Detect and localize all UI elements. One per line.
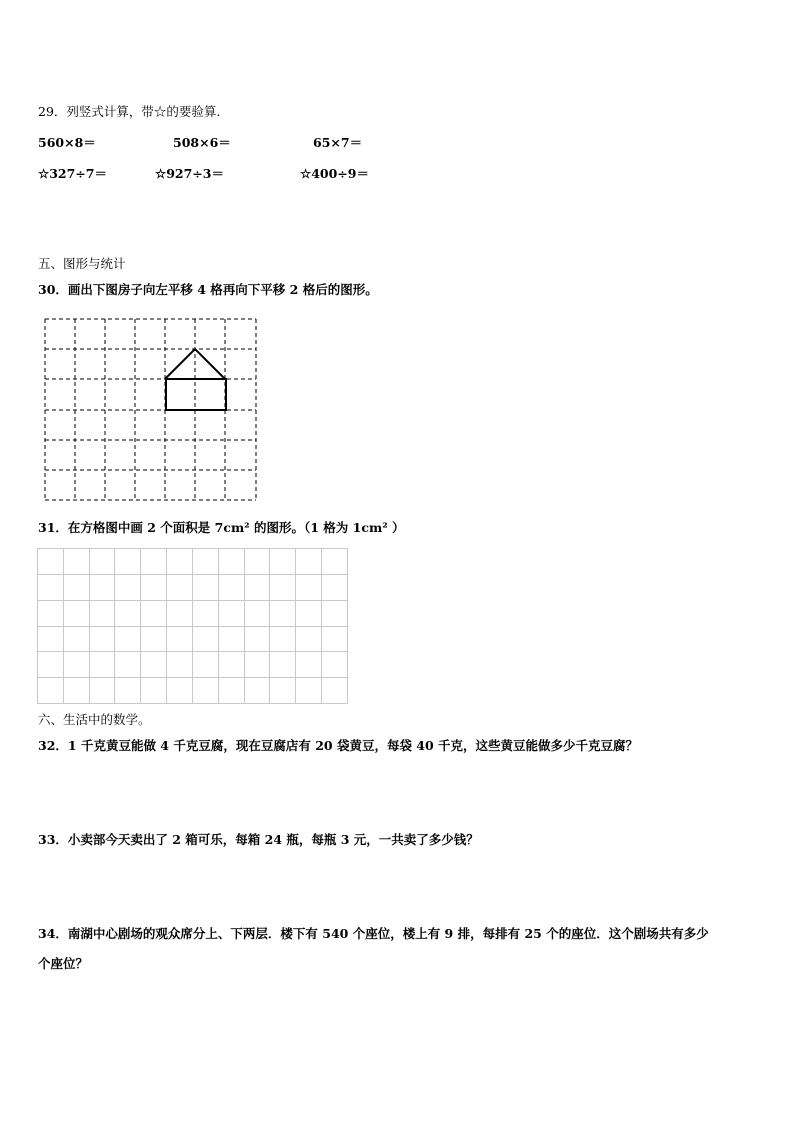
section5-title: 五、图形与统计 (38, 256, 126, 271)
q29-problem-2: 508×6＝ (173, 135, 231, 150)
q32-title: 32．1 千克黄豆能做 4 千克豆腐，现在豆腐店有 20 袋黄豆，每袋 40 千克，这些黄豆能做多少千克豆腐？ (38, 738, 639, 753)
section6-title: 六、生活中的数学。 (38, 712, 151, 727)
q31-square-grid (37, 548, 349, 705)
q29-problem-5: ☆927÷3＝ (155, 166, 224, 181)
q29-problem-6: ☆400÷9＝ (300, 166, 369, 181)
q29-problem-4: ☆327÷7＝ (38, 166, 107, 181)
q29-problem-3: 65×7＝ (313, 135, 363, 150)
q31-title: 31．在方格图中画 2 个面积是 7cm² 的图形。（1 格为 1cm² ） (38, 520, 405, 535)
q34-line1: 34．南湖中心剧场的观众席分上、下两层．楼下有 540 个座位，楼上有 9 排，每排有 25 个的座位．这个剧场共有多少 (38, 926, 709, 941)
q33-title: 33．小卖部今天卖出了 2 箱可乐，每箱 24 瓶，每瓶 3 元，一共卖了多少钱？ (38, 832, 479, 847)
house-shape (165, 349, 226, 410)
q30-dashed-grid (44, 318, 260, 502)
q29-title: 29．列竖式计算，带☆的要验算. (38, 104, 221, 119)
q34-line2: 个座位？ (38, 956, 89, 971)
q30-title: 30．画出下图房子向左平移 4 格再向下平移 2 格后的图形。 (38, 282, 378, 297)
q29-problem-1: 560×8＝ (38, 135, 96, 150)
